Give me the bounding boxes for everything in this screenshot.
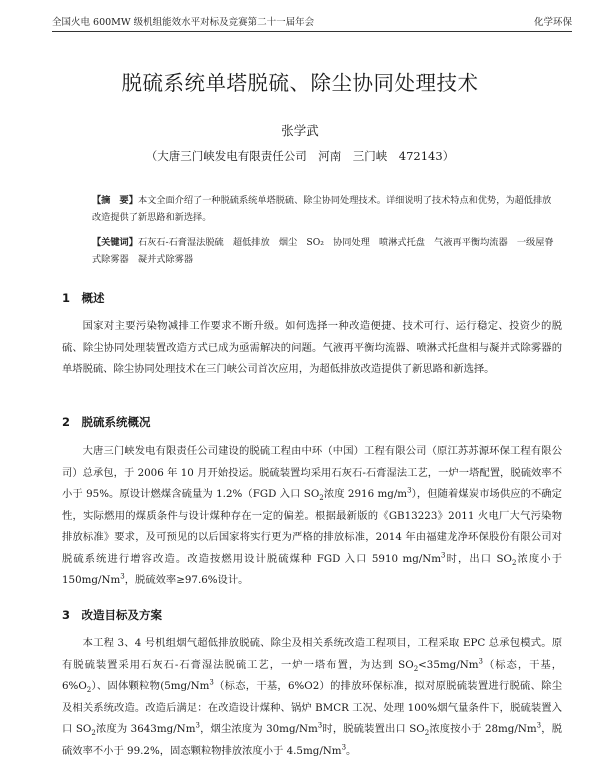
paper-title: 脱硫系统单塔脱硫、除尘协同处理技术	[121, 71, 479, 95]
section-heading-1: 1 概述	[62, 291, 105, 305]
keywords-text: 石灰石-石膏湿法脱硫 超低排放 烟尘 SO₂ 协同处理 喷淋式托盘 气液再平衡均流器 一级屋脊式除雾器 凝并式除雾器	[92, 237, 554, 265]
section-1-paragraph: 国家对主要污染物减排工作要求不断升级。如何选择一种改造便捷、技术可行、运行稳定、投资少的脱硫、除尘协同处理装置改造方式已成为亟需解决的问题。气液再平衡均流器、喷淋式托盘相与凝并式除雾器的单塔脱硫、除尘协同处理技术在三门峡公司首次应用，为超低排放改造提供了新思路和新选择。	[62, 320, 562, 375]
section-heading-3: 3 改造目标及方案	[62, 608, 163, 622]
abstract-text: 本文全面介绍了一种脱硫系统单塔脱硫、除尘协同处理技术。详细说明了技术特点和优势，为超低排放改造提供了新思路和新选择。	[92, 195, 552, 223]
abstract	[92, 192, 554, 226]
section-heading-2: 2 脱硫系统概况	[62, 415, 151, 429]
author: 张学武	[281, 123, 319, 138]
keywords	[92, 234, 554, 268]
keywords-label: 【关键词】	[92, 237, 138, 248]
section-3-paragraph: 本工程 3、4 号机组烟气超低排放脱硫、除尘及相关系统改造工程项目，工程采取 EPC 总承包模式。原有脱硫装置采用石灰石-石膏湿法脱硫工艺，一炉一塔布置，为达到 $SO_2<35mg/Nm^3$（标态，干基，$6\%O_2$）、固体颗粒物(5mg/Nm$^3$（标态，干基，6%O2）的排放环保标准，拟对原脱硫装置进行脱硫、除尘及相关系统改造。改造后满足：在改造设计煤种、锅炉 BMCR 工况、处理 100%烟气量条件下，脱硫装置入口 $SO_2$浓度为 3643mg/Nm$^3$，烟尘浓度为 30mg/Nm$^3$时，脱硫装置出口 $SO_2$浓度按小于 28mg/Nm$^3$，脱硫效率不小于 99.2%，固态颗粒物排放浓度小于 4.5mg/Nm$^3$。	[62, 637, 563, 757]
running-header	[52, 14, 572, 32]
section-2-paragraph: 大唐三门峡发电有限责任公司建设的脱硫工程由中环（中国）工程有限公司（原江苏苏源环保工程有限公司）总承包，于 2006 年 10 月开始投运。脱硫装置均采用石灰石-石膏湿法工艺，一炉一塔配置，脱硫效率不小于 95%。原设计燃煤含硫量为 1.2%（FGD 入口 $SO_2$浓度 2916 $mg/m^3$），但随着煤炭市场供应的不确定性，实际燃用的煤质条件与设计煤种存在一定的偏差。根据最新版的《GB13223》2011 火电厂大气污染物排放标准》要求，及可预见的以后国家将实行更为严格的排放标准，2014 年由福建龙净环保股份有限公司对脱硫系统进行增容改造。改造按燃用设计脱硫煤种 FGD 入口 5910 mg/Nm$^3$时，出口 $SO_2$浓度小于 150mg/Nm$^3$，脱硫效率≥97.6%设计。	[62, 445, 562, 586]
header-right: 化学环保	[533, 17, 572, 28]
header-left: 全国火电 600MW 级机组能效水平对标及竞赛第二十一届年会	[52, 17, 315, 28]
abstract-label: 【摘 要】	[92, 195, 138, 206]
affiliation: （大唐三门峡发电有限责任公司 河南 三门峡 472143）	[145, 149, 455, 163]
